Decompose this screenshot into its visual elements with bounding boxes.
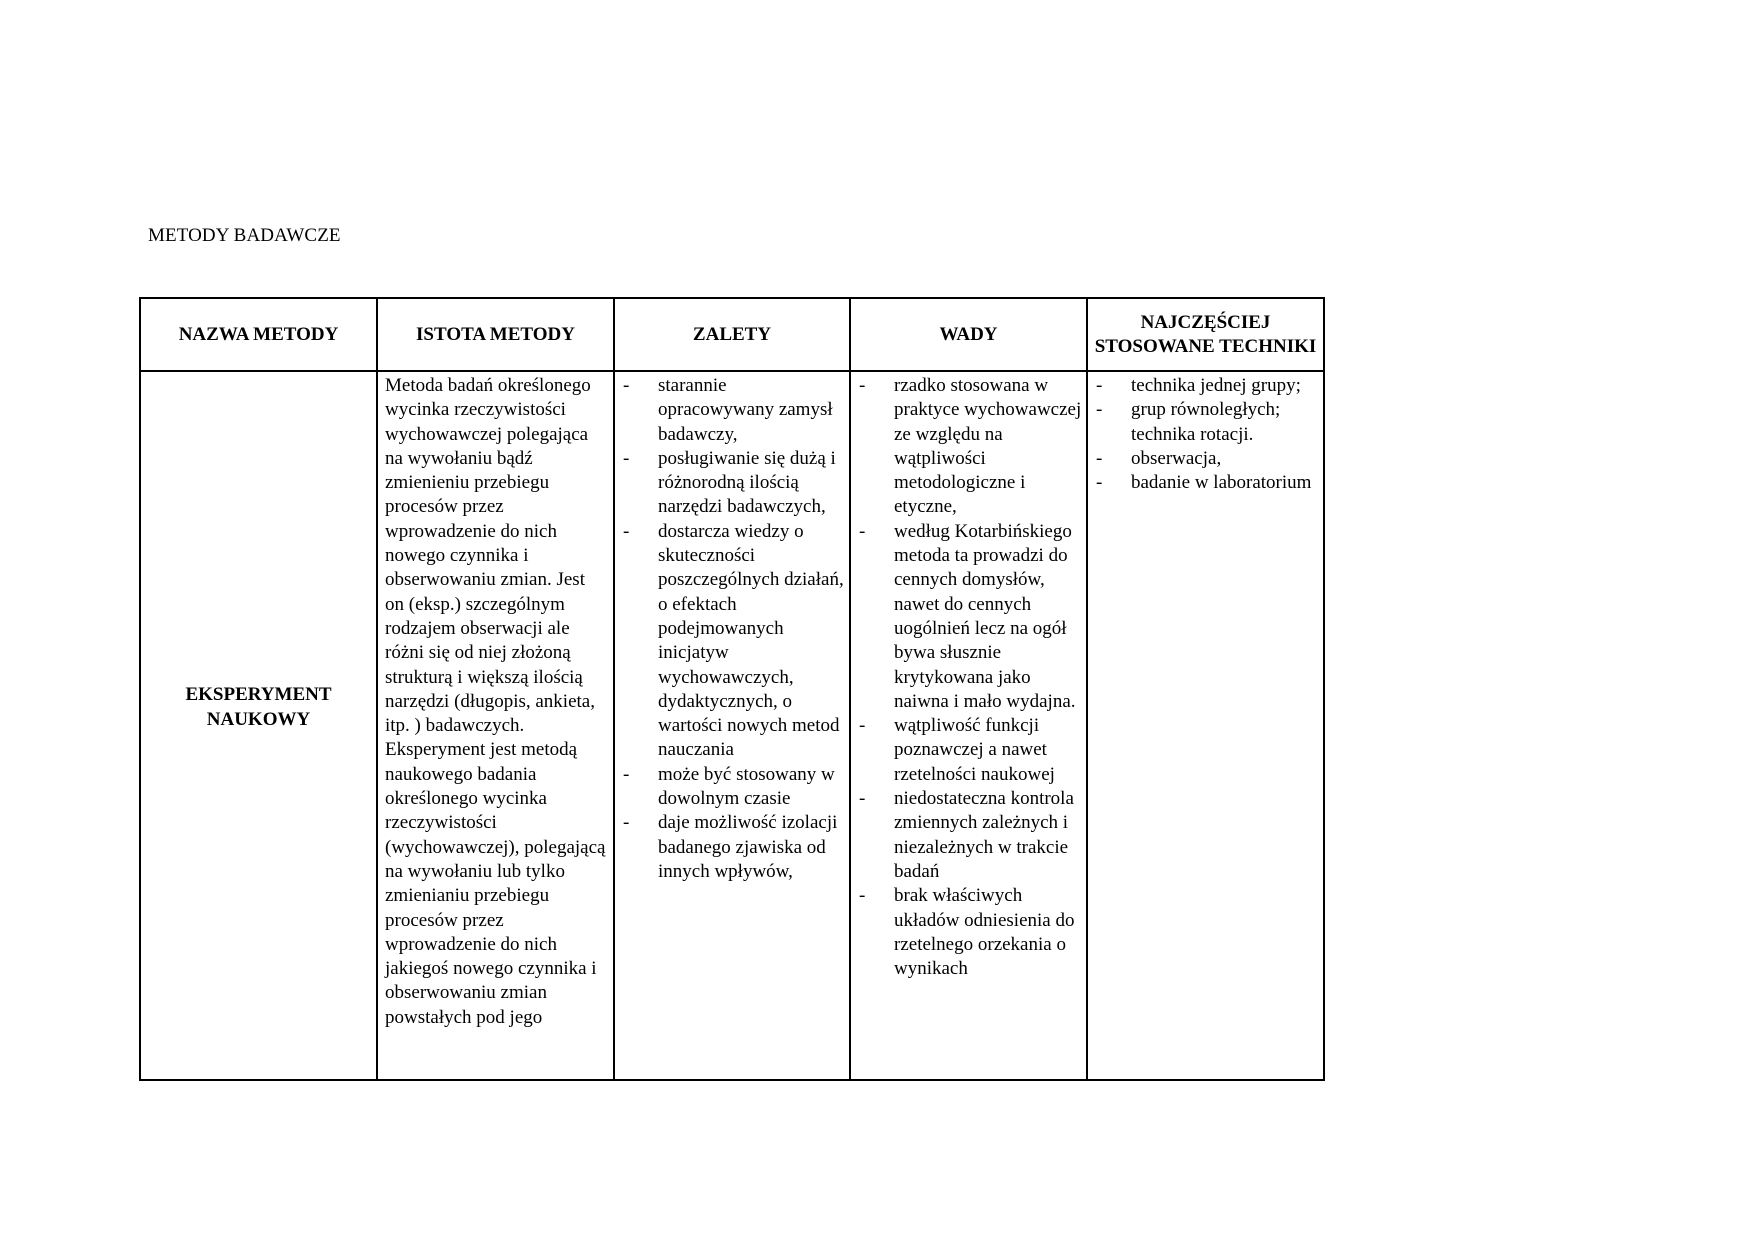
method-name: EKSPERYMENT NAUKOWY (185, 684, 332, 730)
header-method-essence: ISTOTA METODY (377, 298, 614, 371)
header-advantages: ZALETY (614, 298, 850, 371)
table-row (140, 371, 1324, 1080)
dash-bullet: - (1096, 472, 1103, 494)
list-item: - niedostateczna kontrola zmiennych zależnych i niezależnych w trakcie badań (859, 788, 1074, 882)
cell-advantages (614, 371, 850, 1080)
cell-techniques (1087, 371, 1324, 1080)
header-techniques: NAJCZĘŚCIEJ STOSOWANE TECHNIKI (1087, 298, 1324, 371)
cell-method-essence (377, 371, 614, 1080)
method-essence-text: Metoda badań określonego wycinka rzeczywistości wychowawczej polegająca na wywołaniu bądź zmienieniu przebiegu procesów przez wprowadzenie do nich nowego czynnika i obserwowaniu zmian. Jest on (eksp.) szczególnym rodzajem obserwacji ale różni się od niej złożoną strukturą i większą ilością narzędzi (długopis, ankieta, itp. ) badawczych. Eksperyment jest metodą naukowego badania określonego wycinka rzeczywistości (wychowawczej), polegającą na wywołaniu lub tylko zmienianiu przebiegu procesów przez wprowadzenie do nich jakiegoś nowego czynnika i obserwowaniu zmian powstałych pod jego (385, 375, 606, 1028)
list-item: - brak właściwych układów odniesienia do rzetelnego orzekania o wynikach (859, 885, 1075, 980)
dash-bullet: - (859, 715, 866, 737)
dash-bullet: - (623, 447, 630, 469)
list-item: - może być stosowany w dowolnym czasie (623, 763, 835, 810)
dash-bullet: - (623, 520, 630, 542)
methods-table (139, 297, 1325, 1081)
cell-disadvantages (850, 371, 1087, 1080)
list-item: - daje możliwość izolacji badanego zjawiska od innych wpływów, (623, 812, 838, 882)
cell-method-name (140, 371, 377, 1080)
list-item: - starannie opracowywany zamysł badawczy, (623, 375, 833, 445)
dash-bullet: - (623, 812, 630, 834)
dash-bullet: - (859, 520, 866, 542)
list-item: - grup równoległych; technika rotacji. (1096, 399, 1281, 445)
advantages-list (615, 372, 849, 884)
list-item: - badanie w laboratorium (1088, 471, 1319, 495)
dash-bullet: - (623, 763, 630, 785)
list-item: - według Kotarbińskiego metoda ta prowadzi do cennych domysłów, nawet do cennych uogólnień lecz na ogół bywa słusznie krytykowana jako naiwna i mało wydajna. (859, 520, 1076, 712)
disadvantages-list (851, 372, 1086, 981)
list-item: - rzadko stosowana w praktyce wychowawczej ze względu na wątpliwości metodologiczne i etyczne, (859, 375, 1082, 518)
list-item: - posługiwanie się dużą i różnorodną ilością narzędzi badawczych, (623, 447, 836, 518)
list-item: - dostarcza wiedzy o skuteczności poszczególnych działań, o efektach podejmowanych inicjatyw wychowawczych, dydaktycznych, o wartości nowych metod nauczania (623, 520, 844, 761)
dash-bullet: - (1096, 447, 1103, 469)
dash-bullet: - (859, 375, 866, 396)
dash-bullet: - (859, 885, 866, 907)
dash-bullet: - (859, 788, 866, 810)
list-item: - wątpliwość funkcji poznawczej a nawet rzetelności naukowej (859, 715, 1055, 785)
dash-bullet: - (1096, 375, 1103, 396)
header-disadvantages: WADY (850, 298, 1087, 371)
page-title: METODY BADAWCZE (148, 225, 341, 246)
list-item: - technika jednej grupy; (1088, 374, 1319, 398)
table-header-row (140, 298, 1324, 371)
header-method-name: NAZWA METODY (140, 298, 377, 371)
list-item: - obserwacja, (1088, 447, 1319, 471)
dash-bullet: - (623, 375, 630, 396)
techniques-list (1088, 372, 1323, 495)
dash-bullet: - (1096, 399, 1103, 421)
